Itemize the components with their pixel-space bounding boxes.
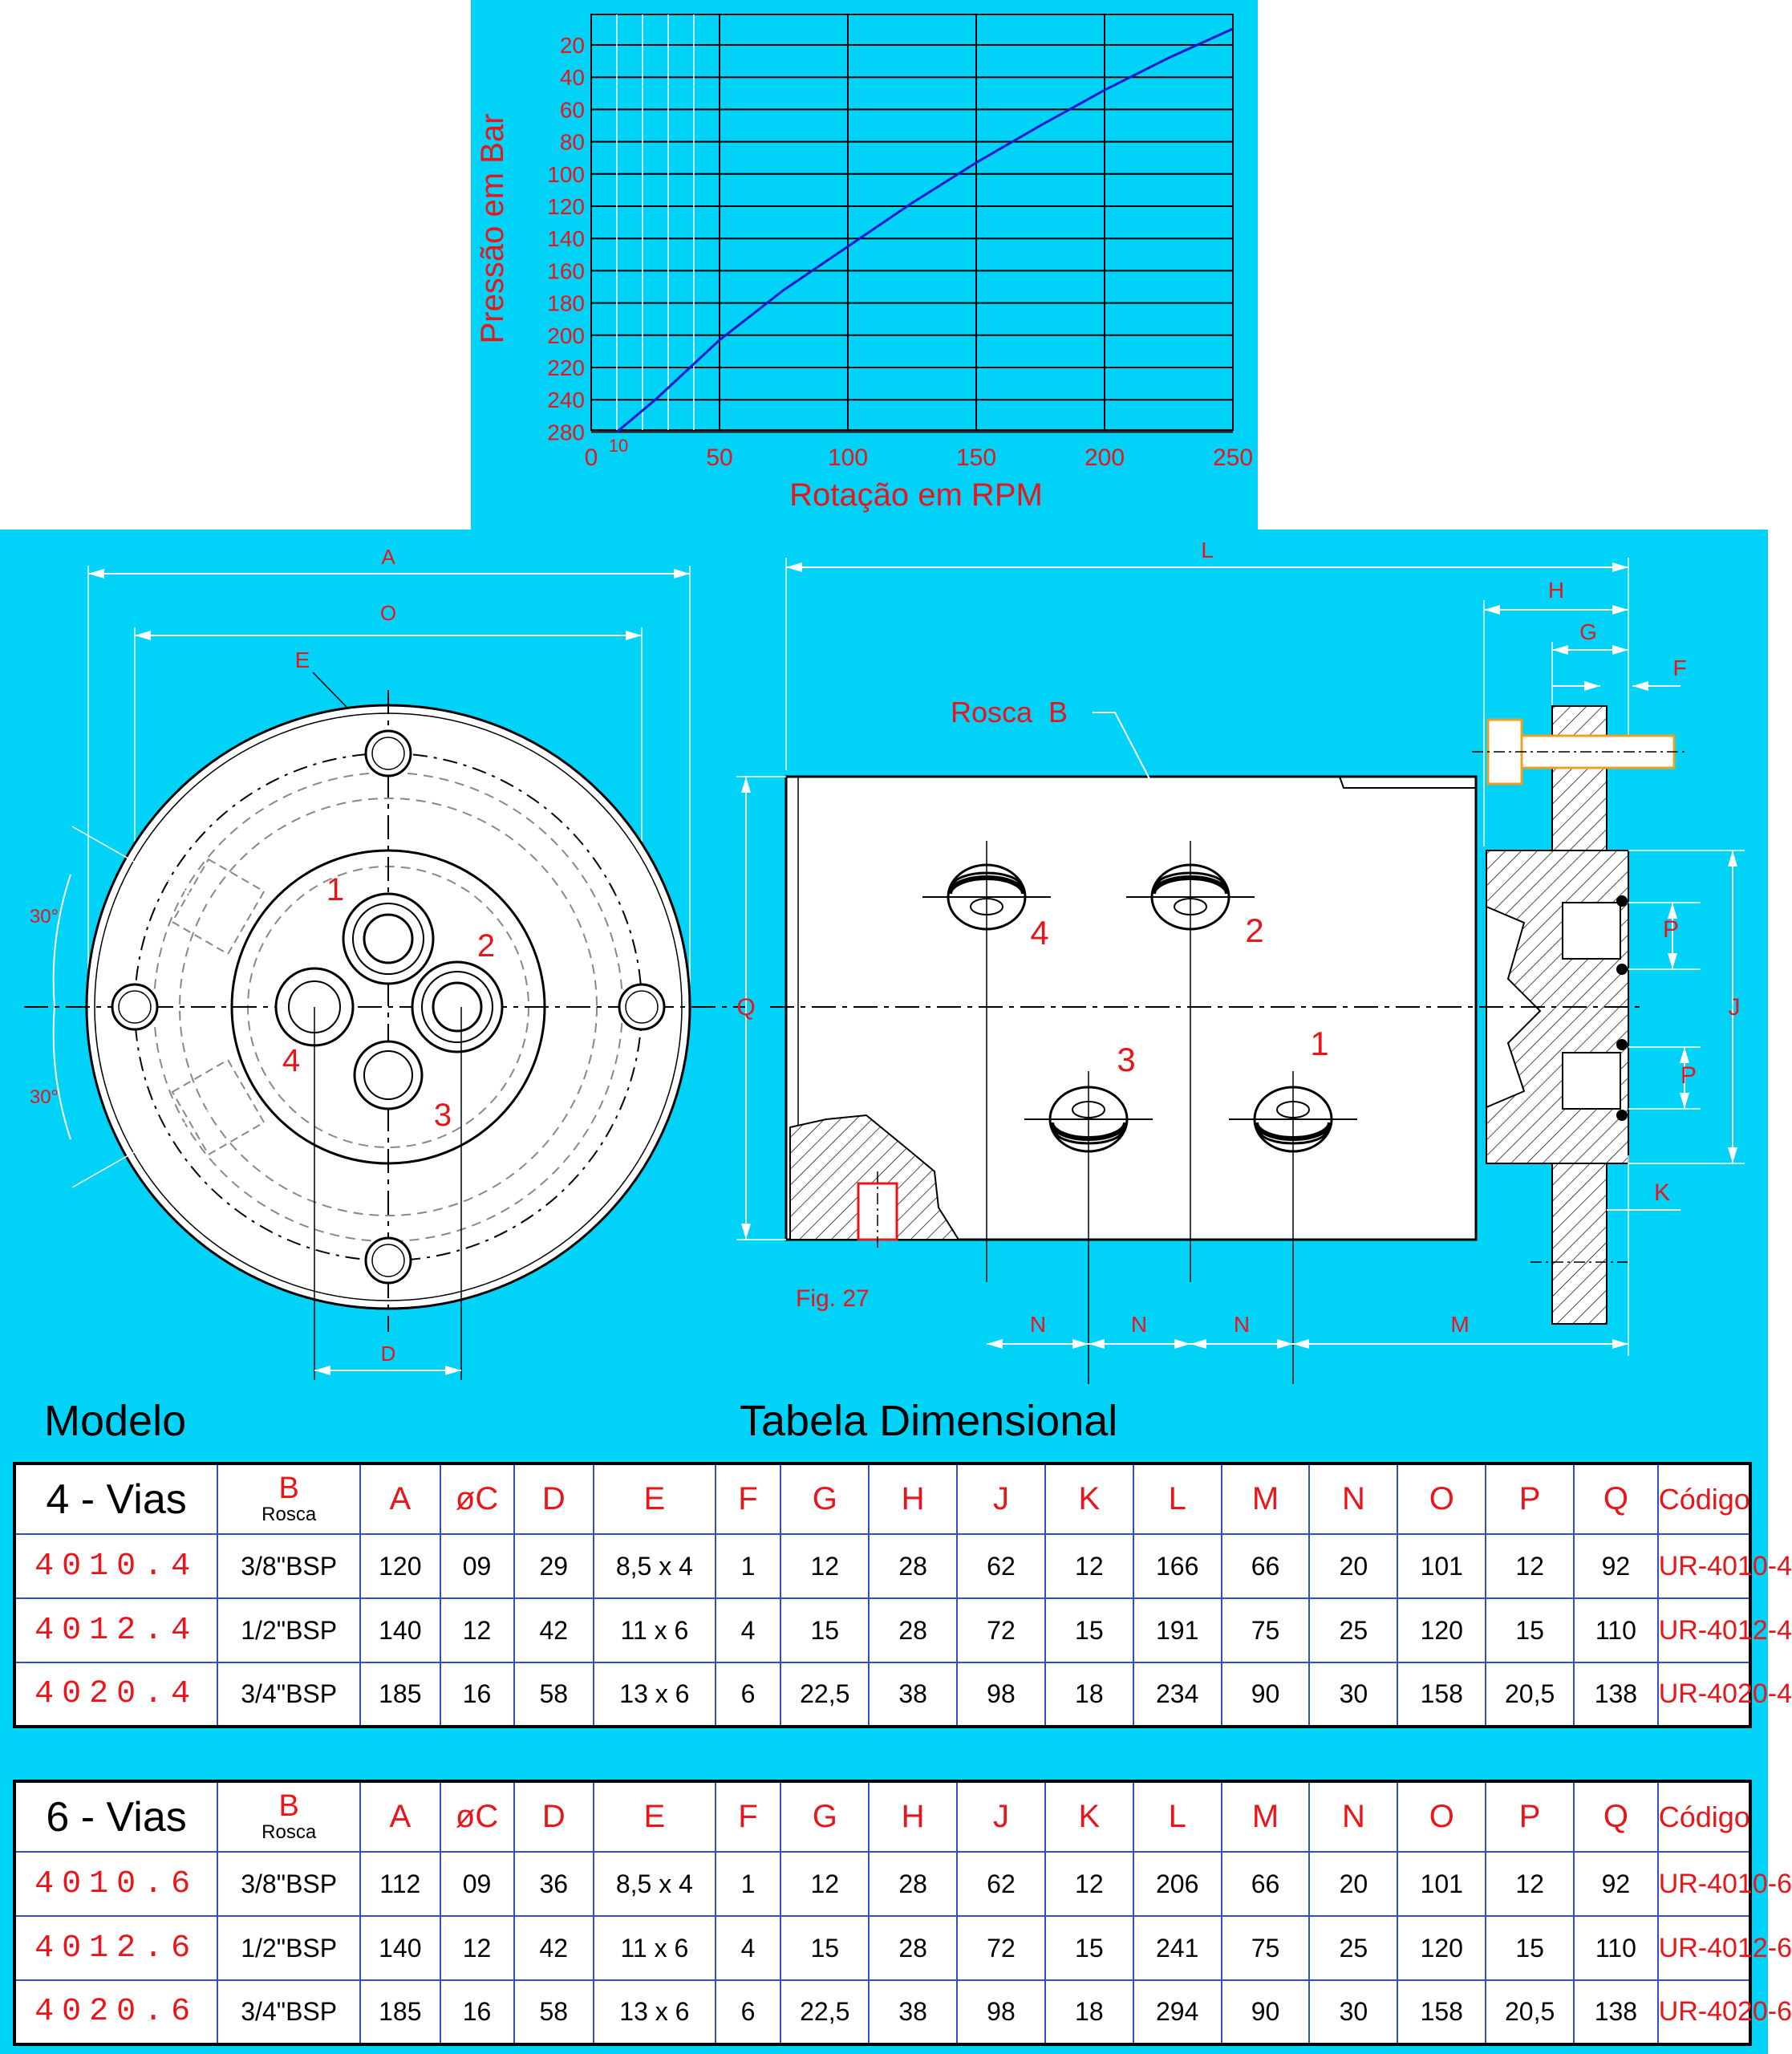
- header-b: [217, 1463, 360, 1534]
- value-cell: 15: [780, 1598, 869, 1662]
- table-header-row: [14, 1463, 1750, 1534]
- value-cell: 66: [1222, 1534, 1310, 1598]
- value-cell: 25: [1309, 1598, 1397, 1662]
- value-cell: 09: [440, 1852, 514, 1916]
- header-col: øC: [440, 1463, 514, 1534]
- y-tick-label: 180: [547, 290, 585, 316]
- value-cell: 110: [1574, 1916, 1658, 1980]
- y-axis-title: Pressão em Bar: [475, 113, 510, 344]
- header-col: L: [1133, 1463, 1222, 1534]
- label-dim-p-top: P: [1662, 916, 1680, 943]
- value-cell: 28: [869, 1852, 957, 1916]
- y-tick-label: 60: [559, 97, 585, 123]
- header-b: [217, 1781, 360, 1852]
- y-tick-label: 240: [547, 388, 585, 413]
- dimension-table-4-vias: [13, 1462, 1792, 1728]
- label-dim-m: M: [1450, 1312, 1470, 1337]
- value-cell: 12: [440, 1598, 514, 1662]
- x-tick-label: 150: [955, 444, 997, 471]
- thread-cell: 3/8"BSP: [217, 1852, 360, 1916]
- value-cell: 90: [1222, 1662, 1310, 1727]
- label-dim-q: Q: [736, 994, 756, 1021]
- x-axis-title: Rotação em RPM: [789, 477, 1043, 513]
- value-cell: 20: [1309, 1852, 1397, 1916]
- seal-3: [1616, 1039, 1628, 1050]
- value-cell: 98: [957, 1662, 1045, 1727]
- label-dim-e: E: [294, 647, 310, 672]
- value-cell: 20: [1309, 1534, 1397, 1598]
- value-cell: 28: [869, 1534, 957, 1598]
- header-col: O: [1397, 1781, 1486, 1852]
- label-angle-bottom: 30°: [29, 1086, 59, 1108]
- value-cell: 09: [440, 1534, 514, 1598]
- header-col: G: [780, 1463, 869, 1534]
- header-b-main: B: [278, 1788, 299, 1823]
- value-cell: 62: [957, 1852, 1045, 1916]
- front-port-label-1: 1: [326, 872, 345, 907]
- table-header-row: [14, 1781, 1750, 1852]
- value-cell: 8,5 x 4: [594, 1534, 716, 1598]
- value-cell: 38: [869, 1662, 957, 1727]
- value-cell: 11 x 6: [594, 1916, 716, 1980]
- value-cell: 138: [1574, 1662, 1658, 1727]
- rear-channel-bottom: [1563, 1053, 1620, 1109]
- value-cell: 15: [1045, 1598, 1133, 1662]
- thread-label: Rosca B: [951, 696, 1068, 729]
- value-cell: 72: [957, 1916, 1045, 1980]
- value-cell: 120: [1397, 1916, 1486, 1980]
- thread-cell: 3/8"BSP: [217, 1534, 360, 1598]
- header-col: F: [716, 1463, 781, 1534]
- header-b-sub: Rosca: [262, 1503, 317, 1525]
- y-tick-label: 20: [559, 33, 585, 58]
- value-cell: 16: [440, 1980, 514, 2044]
- value-cell: 1: [716, 1534, 781, 1598]
- label-dim-g: G: [1579, 619, 1597, 644]
- front-view: [24, 545, 746, 1380]
- value-cell: 22,5: [780, 1662, 869, 1727]
- value-cell: 234: [1133, 1662, 1222, 1727]
- y-tick-label: 280: [547, 420, 585, 445]
- front-port-label-2: 2: [476, 928, 496, 964]
- side-view: [736, 538, 1745, 1384]
- model-cell: 4012.4: [14, 1598, 217, 1662]
- header-col: K: [1045, 1463, 1133, 1534]
- header-col: H: [869, 1463, 957, 1534]
- value-cell: 138: [1574, 1980, 1658, 2044]
- value-cell: 191: [1133, 1598, 1222, 1662]
- label-dim-n3: N: [1233, 1312, 1251, 1337]
- label-dim-n2: N: [1130, 1312, 1148, 1337]
- value-cell: 158: [1397, 1980, 1486, 2044]
- value-cell: 66: [1222, 1852, 1310, 1916]
- x-tick-label: 200: [1084, 444, 1125, 471]
- header-col: K: [1045, 1781, 1133, 1852]
- header-col: H: [869, 1781, 957, 1852]
- value-cell: 25: [1309, 1916, 1397, 1980]
- value-cell: 58: [514, 1980, 594, 2044]
- label-dim-h: H: [1547, 578, 1565, 603]
- value-cell: 185: [360, 1980, 440, 2044]
- model-cell: 4010.6: [14, 1852, 217, 1916]
- header-col: J: [957, 1463, 1045, 1534]
- value-cell: 15: [1486, 1916, 1574, 1980]
- value-cell: 140: [360, 1916, 440, 1980]
- header-col: A: [360, 1463, 440, 1534]
- code-cell: UR-4020-6: [1658, 1980, 1750, 2044]
- side-port-label-1: 1: [1310, 1025, 1329, 1062]
- y-tick-label: 120: [547, 194, 585, 219]
- value-cell: 158: [1397, 1662, 1486, 1727]
- x-tick-label: 100: [827, 444, 869, 471]
- header-col: øC: [440, 1781, 514, 1852]
- rear-channel-top: [1563, 903, 1620, 959]
- x-tick-label: 0: [584, 444, 598, 471]
- code-cell: UR-4010-6: [1658, 1852, 1750, 1916]
- value-cell: 16: [440, 1662, 514, 1727]
- thread-cell: 3/4"BSP: [217, 1662, 360, 1727]
- value-cell: 13 x 6: [594, 1980, 716, 2044]
- value-cell: 28: [869, 1598, 957, 1662]
- header-col: M: [1222, 1781, 1310, 1852]
- value-cell: 22,5: [780, 1980, 869, 2044]
- value-cell: 12: [1045, 1852, 1133, 1916]
- value-cell: 18: [1045, 1662, 1133, 1727]
- header-col: E: [594, 1781, 716, 1852]
- table-title: Tabela Dimensional: [740, 1397, 1118, 1445]
- header-col: E: [594, 1463, 716, 1534]
- seal-1: [1616, 895, 1628, 907]
- value-cell: 12: [440, 1916, 514, 1980]
- label-dim-j: J: [1728, 994, 1741, 1021]
- model-cell: 4020.4: [14, 1662, 217, 1727]
- table-row: [14, 1598, 1750, 1662]
- table-row: [14, 1662, 1750, 1727]
- header-code: Código: [1658, 1463, 1750, 1534]
- pressure-rpm-chart: [471, 0, 1258, 530]
- code-cell: UR-4020-4: [1658, 1662, 1750, 1727]
- value-cell: 75: [1222, 1916, 1310, 1980]
- header-col: M: [1222, 1463, 1310, 1534]
- value-cell: 112: [360, 1852, 440, 1916]
- value-cell: 42: [514, 1598, 594, 1662]
- label-dim-o: O: [379, 601, 397, 625]
- y-tick-label: 40: [559, 65, 585, 91]
- y-tick-labels: [547, 33, 585, 444]
- value-cell: 4: [716, 1916, 781, 1980]
- x-tick-label: 50: [706, 444, 733, 471]
- value-cell: 92: [1574, 1534, 1658, 1598]
- label-dim-k: K: [1653, 1179, 1671, 1206]
- dimension-table-6-vias: [13, 1780, 1792, 2046]
- header-col: A: [360, 1781, 440, 1852]
- x-tick-label: 250: [1212, 444, 1254, 471]
- side-port-label-2: 2: [1245, 911, 1264, 949]
- value-cell: 62: [957, 1534, 1045, 1598]
- label-dim-p-bottom: P: [1680, 1062, 1697, 1089]
- header-col: Q: [1574, 1463, 1658, 1534]
- thread-cell: 3/4"BSP: [217, 1980, 360, 2044]
- value-cell: 110: [1574, 1598, 1658, 1662]
- table-row: [14, 1916, 1750, 1980]
- value-cell: 15: [1045, 1916, 1133, 1980]
- thread-cell: 1/2"BSP: [217, 1598, 360, 1662]
- value-cell: 8,5 x 4: [594, 1852, 716, 1916]
- value-cell: 29: [514, 1534, 594, 1598]
- y-tick-label: 160: [547, 258, 585, 284]
- label-dim-a: A: [381, 545, 395, 569]
- value-cell: 13 x 6: [594, 1662, 716, 1727]
- figure-caption: Fig. 27: [796, 1285, 870, 1312]
- header-col: N: [1309, 1463, 1397, 1534]
- label-dim-n1: N: [1029, 1312, 1047, 1337]
- value-cell: 92: [1574, 1852, 1658, 1916]
- y-tick-label: 80: [559, 129, 585, 155]
- value-cell: 120: [360, 1534, 440, 1598]
- front-port-label-3: 3: [433, 1098, 452, 1133]
- value-cell: 6: [716, 1662, 781, 1727]
- model-cell: 4020.6: [14, 1980, 217, 2044]
- label-dim-l: L: [1201, 538, 1214, 562]
- value-cell: 30: [1309, 1662, 1397, 1727]
- value-cell: 38: [869, 1980, 957, 2044]
- value-cell: 241: [1133, 1916, 1222, 1980]
- header-col: Q: [1574, 1781, 1658, 1852]
- y-tick-label: 220: [547, 355, 585, 380]
- value-cell: 28: [869, 1916, 957, 1980]
- header-col: G: [780, 1781, 869, 1852]
- code-cell: UR-4010-4: [1658, 1534, 1750, 1598]
- y-tick-label: 100: [547, 161, 585, 187]
- angle-arc-bottom: [54, 1007, 71, 1139]
- header-col: O: [1397, 1463, 1486, 1534]
- code-cell: UR-4012-4: [1658, 1598, 1750, 1662]
- table-row: [14, 1534, 1750, 1598]
- value-cell: 12: [1486, 1534, 1574, 1598]
- value-cell: 166: [1133, 1534, 1222, 1598]
- value-cell: 58: [514, 1662, 594, 1727]
- value-cell: 12: [1045, 1534, 1133, 1598]
- model-cell: 4012.6: [14, 1916, 217, 1980]
- value-cell: 36: [514, 1852, 594, 1916]
- label-dim-f: F: [1672, 656, 1687, 680]
- model-heading: Modelo: [44, 1397, 187, 1445]
- group-name: 6 - Vias: [14, 1781, 217, 1852]
- label-dim-d: D: [380, 1342, 396, 1366]
- value-cell: 11 x 6: [594, 1598, 716, 1662]
- header-code: Código: [1658, 1781, 1750, 1852]
- value-cell: 206: [1133, 1852, 1222, 1916]
- header-b-sub: Rosca: [262, 1821, 317, 1843]
- header-col: J: [957, 1781, 1045, 1852]
- side-port-label-3: 3: [1117, 1041, 1136, 1078]
- value-cell: 1: [716, 1852, 781, 1916]
- code-cell: UR-4012-6: [1658, 1916, 1750, 1980]
- table-row: [14, 1852, 1750, 1916]
- side-port-label-4: 4: [1030, 914, 1049, 952]
- x-tick-labels: [585, 436, 1253, 471]
- value-cell: 90: [1222, 1980, 1310, 2044]
- value-cell: 120: [1397, 1598, 1486, 1662]
- x-tick-label: 10: [608, 436, 629, 456]
- value-cell: 98: [957, 1980, 1045, 2044]
- seal-4: [1616, 1110, 1628, 1121]
- label-angle-top: 30°: [29, 906, 59, 928]
- value-cell: 6: [716, 1980, 781, 2044]
- value-cell: 294: [1133, 1980, 1222, 2044]
- value-cell: 20,5: [1486, 1662, 1574, 1727]
- value-cell: 185: [360, 1662, 440, 1727]
- chart-canvas: [471, 0, 1258, 530]
- angle-arc-top: [54, 875, 71, 1007]
- value-cell: 12: [780, 1852, 869, 1916]
- header-col: P: [1486, 1781, 1574, 1852]
- value-cell: 30: [1309, 1980, 1397, 2044]
- front-port-label-4: 4: [282, 1043, 301, 1078]
- header-col: N: [1309, 1781, 1397, 1852]
- header-col: P: [1486, 1463, 1574, 1534]
- y-tick-label: 140: [547, 226, 585, 252]
- value-cell: 15: [1486, 1598, 1574, 1662]
- value-cell: 20,5: [1486, 1980, 1574, 2044]
- value-cell: 4: [716, 1598, 781, 1662]
- group-name: 4 - Vias: [14, 1463, 217, 1534]
- model-cell: 4010.4: [14, 1534, 217, 1598]
- y-tick-label: 200: [547, 323, 585, 348]
- value-cell: 42: [514, 1916, 594, 1980]
- value-cell: 12: [780, 1534, 869, 1598]
- value-cell: 101: [1397, 1852, 1486, 1916]
- value-cell: 72: [957, 1598, 1045, 1662]
- thread-cell: 1/2"BSP: [217, 1916, 360, 1980]
- header-b-main: B: [278, 1471, 299, 1505]
- header-col: D: [514, 1463, 594, 1534]
- table-row: [14, 1980, 1750, 2044]
- value-cell: 101: [1397, 1534, 1486, 1598]
- value-cell: 75: [1222, 1598, 1310, 1662]
- value-cell: 12: [1486, 1852, 1574, 1916]
- value-cell: 18: [1045, 1980, 1133, 2044]
- value-cell: 140: [360, 1598, 440, 1662]
- header-col: F: [716, 1781, 781, 1852]
- value-cell: 15: [780, 1916, 869, 1980]
- header-col: D: [514, 1781, 594, 1852]
- header-col: L: [1133, 1781, 1222, 1852]
- seal-2: [1616, 964, 1628, 975]
